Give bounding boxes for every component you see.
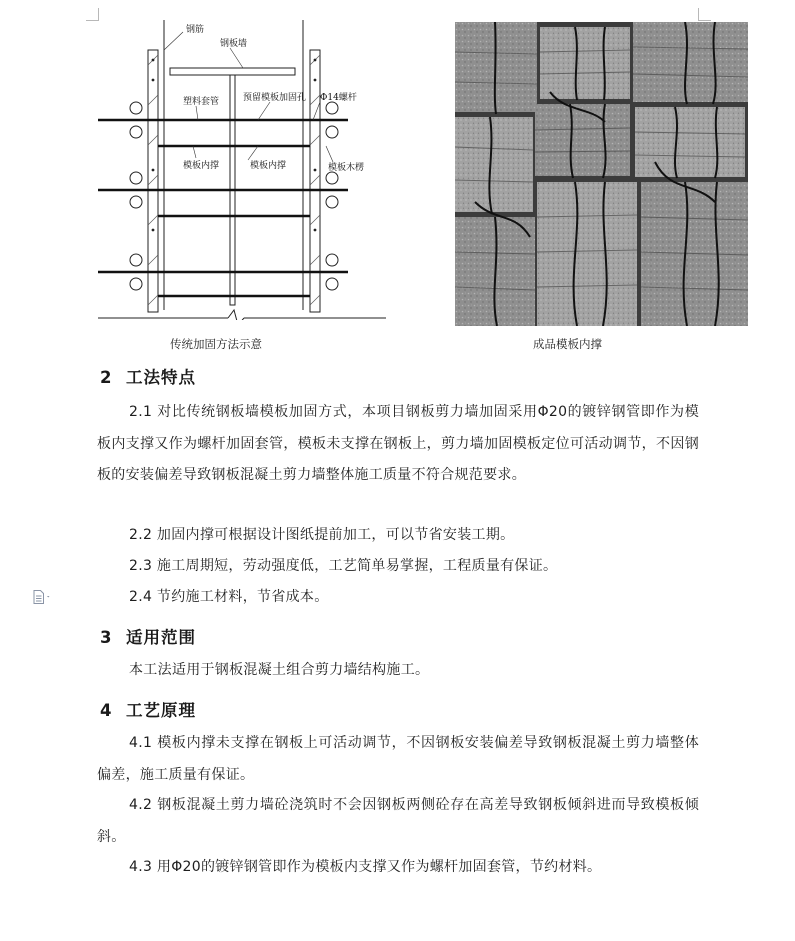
document-icon[interactable] [33, 589, 53, 603]
label-formwork-hole: 预留模板加固孔 [243, 93, 307, 103]
section-number: 2 [100, 368, 113, 387]
paragraph-text: 4.2 钢板混凝土剪力墙砼浇筑时不会因钢板两侧砼存在高差导致钢板倾斜进而导致模板倾斜。 [97, 797, 699, 845]
label-steel-wall: 钢板墙 [220, 39, 248, 49]
paragraph [97, 655, 699, 687]
label-inner-brace-1: 模板内撑 [183, 161, 220, 171]
section-heading-3 [100, 624, 196, 648]
paragraph [97, 551, 699, 583]
paragraph-text: 本工法适用于钢板混凝土组合剪力墙结构施工。 [129, 662, 430, 678]
label-inner-brace-2: 模板内撑 [250, 161, 287, 171]
section-number: 4 [100, 701, 113, 720]
section-title: 适用范围 [126, 628, 196, 647]
paragraph-text: 4.3 用Φ20的镀锌钢管即作为模板内支撑又作为螺杆加固套管，节约材料。 [129, 859, 602, 875]
label-bolt: Φ14螺杆 [320, 93, 357, 103]
paragraph [97, 582, 699, 614]
diagram-svg [98, 20, 388, 320]
section-number: 3 [100, 628, 113, 647]
paragraph-text: 4.1 模板内撑未支撑在钢板上可活动调节，不因钢板安装偏差导致钢板混凝土剪力墙整体偏差，施工质量有保证。 [97, 735, 699, 783]
section-heading-2 [100, 364, 196, 388]
paragraph-text: 2.2 加固内撑可根据设计图纸提前加工，可以节省安装工期。 [129, 527, 515, 543]
traditional-method-diagram [98, 20, 388, 320]
spacer-photo [455, 22, 748, 326]
paragraph-text: 2.3 施工周期短，劳动强度低，工艺简单易掌握，工程质量有保证。 [129, 558, 558, 574]
paragraph [97, 852, 699, 884]
crop-mark-top-right [698, 8, 711, 21]
photo-svg [455, 22, 748, 326]
label-timber-stud: 模板木楞 [328, 163, 365, 173]
section-heading-4 [100, 697, 196, 721]
paragraph [97, 790, 699, 853]
section-title: 工法特点 [126, 368, 196, 387]
figure-left-caption: 传统加固方法示意 [170, 337, 262, 351]
figure-right-caption: 成品模板内撑 [533, 337, 602, 351]
label-plastic-sleeve: 塑料套管 [183, 97, 220, 107]
section-title: 工艺原理 [126, 701, 196, 720]
paragraph [97, 397, 699, 492]
paragraph [97, 520, 699, 552]
paragraph-text: 2.4 节约施工材料，节省成本。 [129, 589, 329, 605]
paragraph [97, 728, 699, 791]
paragraph-text: 2.1 对比传统钢板墙模板加固方式，本项目钢板剪力墙加固采用Φ20的镀锌钢管即作为模板内支撑又作为螺杆加固套管，模板未支撑在钢板上，剪力墙加固模板定位可活动调节，不因钢板的安装偏差导致钢板混凝土剪力墙整体施工质量不符合规范要求。 [97, 404, 699, 483]
label-rebar: 钢筋 [186, 25, 205, 35]
